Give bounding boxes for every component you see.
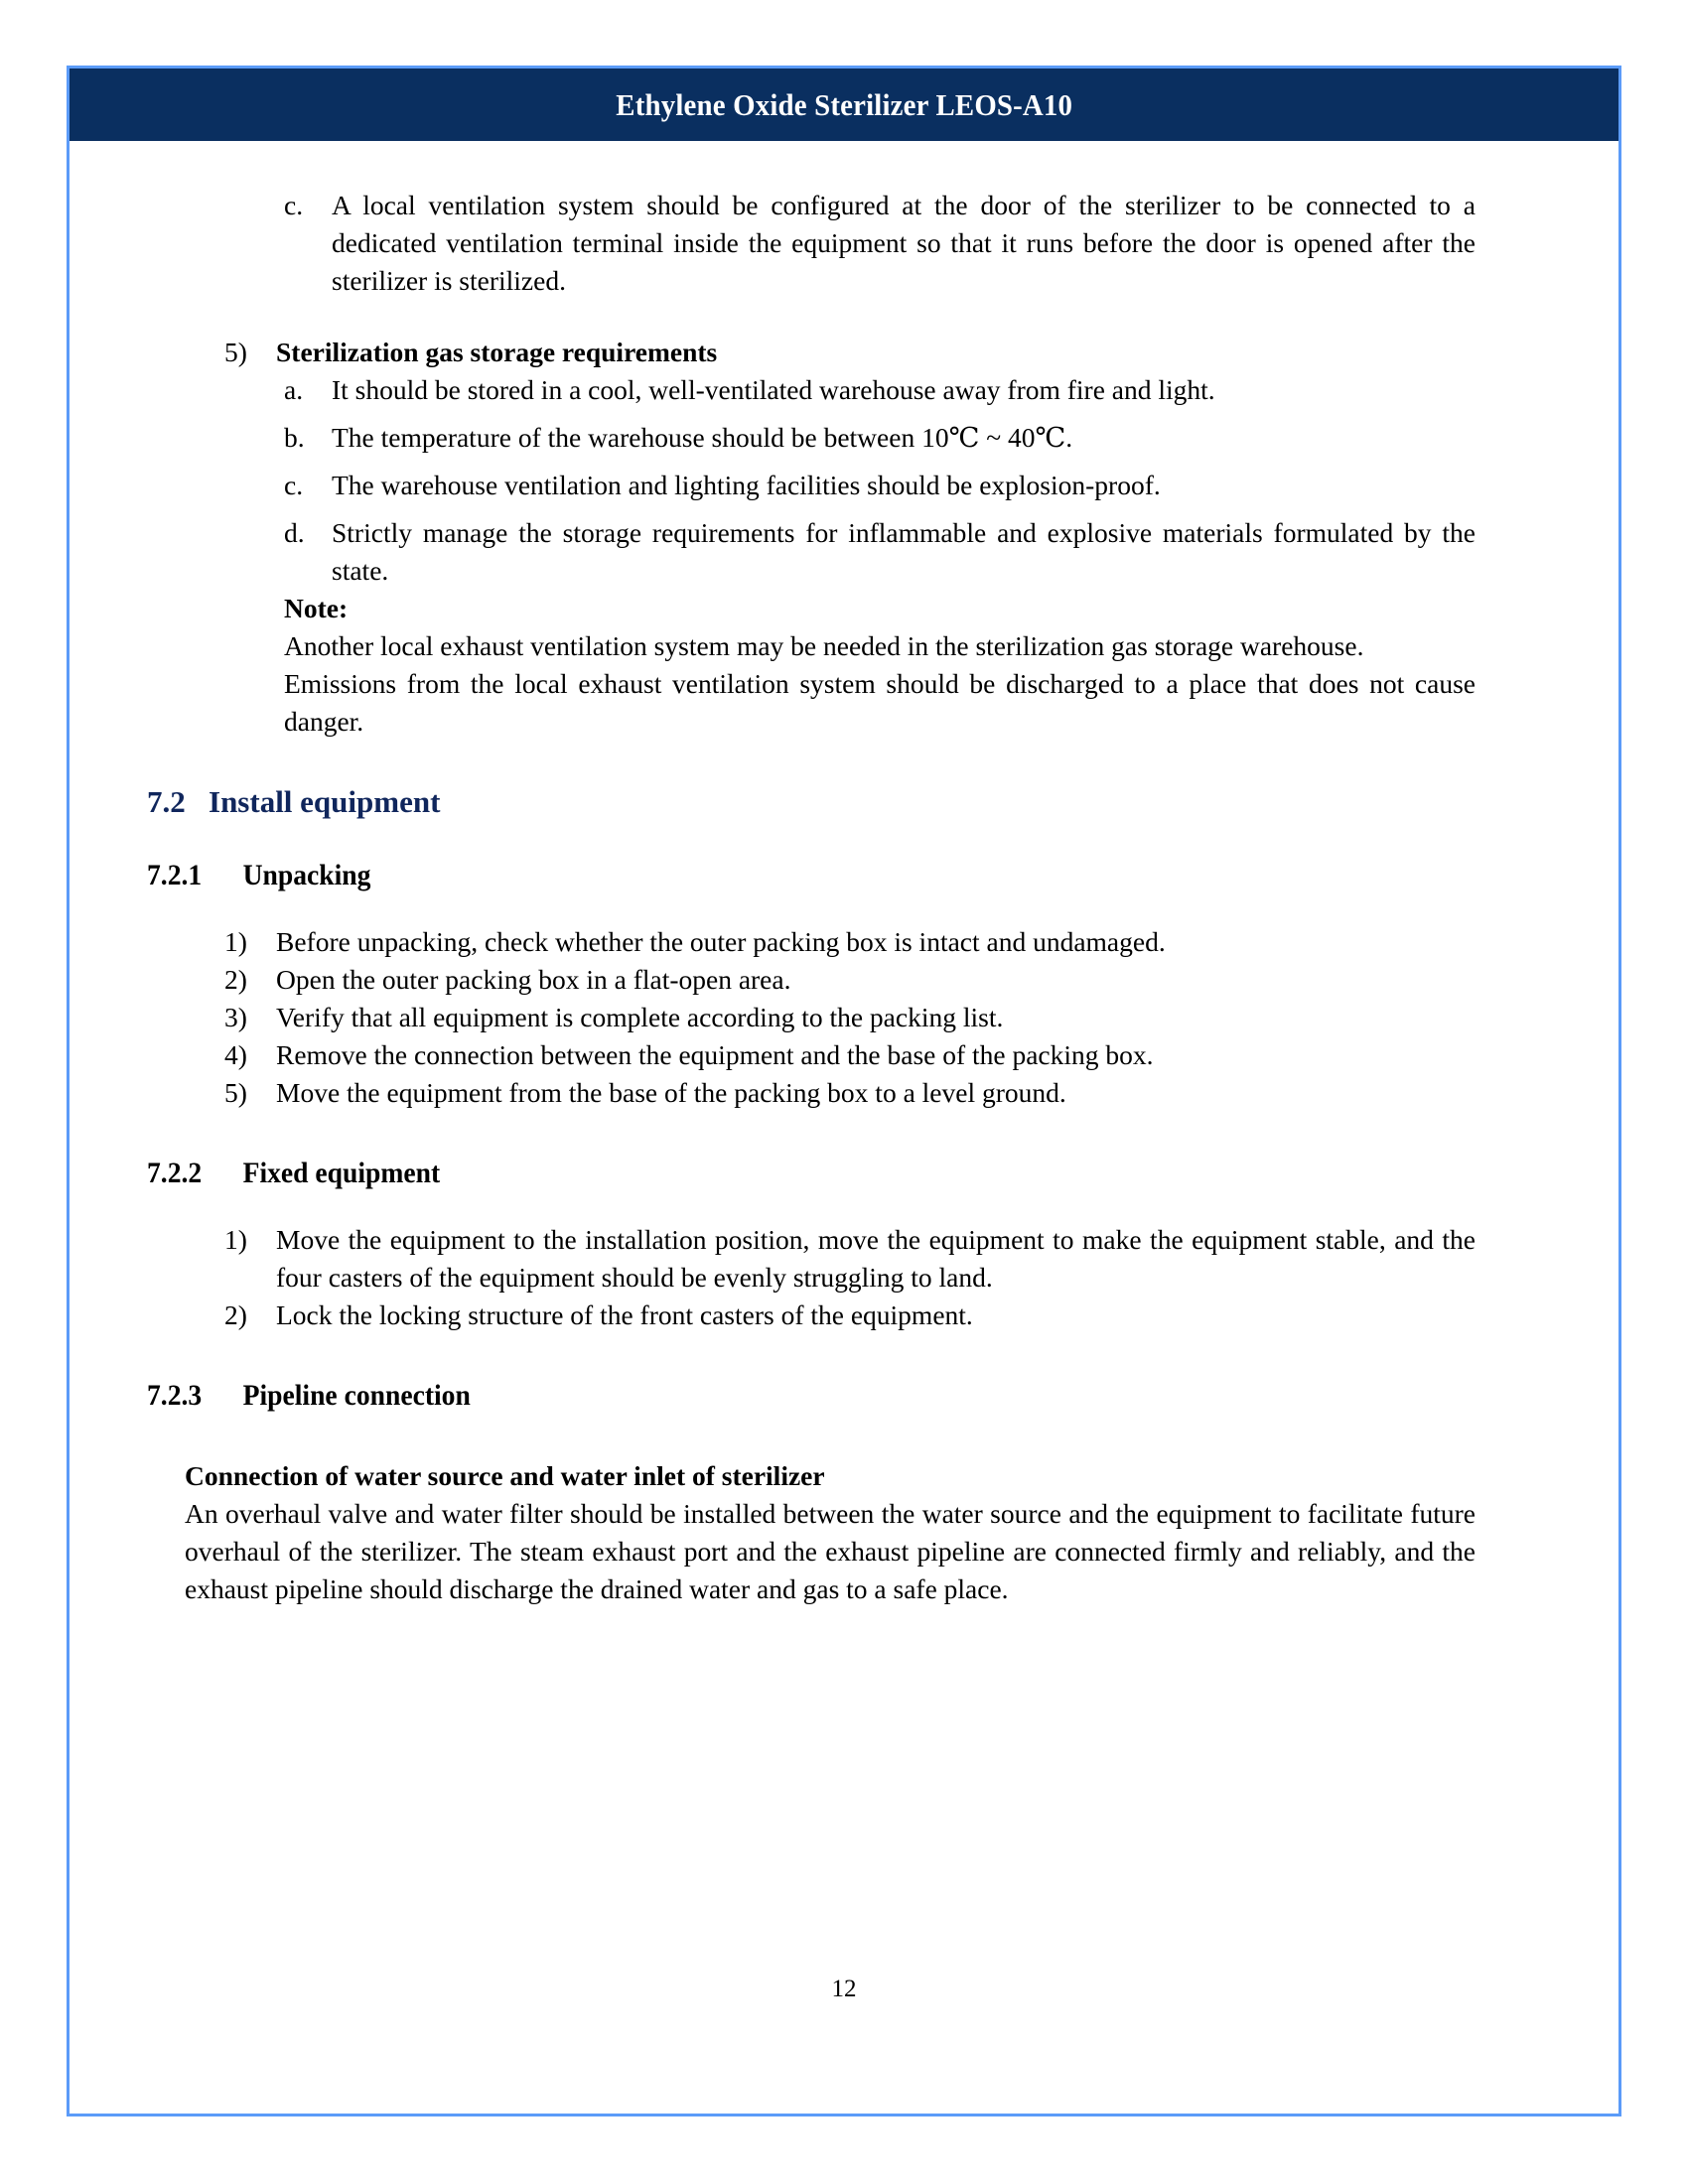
list-marker: c.	[284, 190, 304, 220]
list-marker: 1)	[224, 926, 247, 957]
list-marker: 4)	[224, 1039, 247, 1070]
list-item-text: Move the equipment from the base of the packing box to a level ground.	[276, 1077, 1066, 1108]
list-marker: 5)	[224, 1077, 247, 1108]
list-marker: c.	[284, 470, 304, 500]
list-marker: 2)	[224, 1299, 247, 1330]
list-item-text: Verify that all equipment is complete according to the packing list.	[276, 1002, 1004, 1032]
list-item-text: The warehouse ventilation and lighting facilities should be explosion-proof.	[332, 470, 1161, 500]
list-item-text: The temperature of the warehouse should be between 10℃ ~ 40℃.	[332, 422, 1073, 453]
heading-7-2-2	[147, 1154, 1369, 1193]
heading-number: 7.2.3	[147, 1379, 203, 1412]
heading-7-2-1	[147, 856, 1369, 895]
body-paragraph	[185, 1495, 1476, 1608]
list-marker: 3)	[224, 1002, 247, 1032]
note-block	[284, 590, 1476, 627]
heading-number: 7.2	[147, 784, 186, 819]
heading-number: 7.2.1	[147, 859, 203, 891]
heading-text: Unpacking	[242, 859, 371, 891]
heading-7-2	[147, 782, 1476, 822]
list-item-text: Strictly manage the storage requirements for inflammable and explosive materials formulated by the state.	[332, 517, 1476, 586]
list-item	[224, 923, 1476, 961]
note-paragraph	[284, 627, 1476, 665]
list-item	[224, 961, 1476, 999]
list-item-text: Lock the locking structure of the front casters of the equipment.	[276, 1299, 973, 1330]
list-item-text: Remove the connection between the equipment and the base of the packing box.	[276, 1039, 1154, 1070]
list-marker: 1)	[224, 1224, 247, 1255]
list-item	[284, 371, 1476, 409]
section-5-title: Sterilization gas storage requirements	[276, 337, 718, 367]
list-item	[284, 467, 1476, 504]
list-item	[284, 187, 1476, 300]
list-item	[224, 1221, 1476, 1297]
list-marker: 5)	[224, 337, 247, 367]
list-item	[224, 1297, 1476, 1334]
document-header-band	[70, 68, 1618, 141]
body-paragraph-text: An overhaul valve and water filter should be installed between the water source and the equipment to facilitate future overhaul of the sterilizer. The steam exhaust port and the exhaust pipeline are connected firmly and reliably, and the exhaust pipeline should discharge the drained water and gas to a safe place.	[185, 1498, 1476, 1604]
numbered-section-5	[224, 334, 1476, 371]
page-number: 12	[831, 1976, 857, 2002]
list-item-text: Move the equipment to the installation position, move the equipment to make the equipment stable, and the four casters of the equipment should be evenly struggling to land.	[276, 1224, 1476, 1293]
document-body	[147, 187, 1476, 1608]
heading-7-2-3	[147, 1376, 1369, 1416]
heading-number: 7.2.2	[147, 1157, 203, 1189]
list-marker: d.	[284, 517, 305, 548]
list-item-text: It should be stored in a cool, well-ventilated warehouse away from fire and light.	[332, 374, 1215, 405]
list-item	[224, 999, 1476, 1036]
list-item-text: Before unpacking, check whether the outer packing box is intact and undamaged.	[276, 926, 1166, 957]
list-item	[224, 1036, 1476, 1074]
heading-text: Install equipment	[209, 784, 441, 819]
heading-text: Fixed equipment	[242, 1157, 441, 1189]
list-item	[284, 419, 1476, 457]
list-marker: b.	[284, 422, 305, 453]
list-item	[224, 1074, 1476, 1112]
subsection-heading	[185, 1457, 1476, 1495]
document-title: Ethylene Oxide Sterilizer LEOS-A10	[616, 86, 1072, 122]
note-paragraph-text: Emissions from the local exhaust ventilation system should be discharged to a place that does not cause danger.	[284, 668, 1476, 737]
list-marker: a.	[284, 374, 304, 405]
note-paragraph	[284, 665, 1476, 741]
subsection-heading-text: Connection of water source and water inlet of sterilizer	[185, 1460, 825, 1491]
list-item-text: Open the outer packing box in a flat-open area.	[276, 964, 791, 995]
note-paragraph-text: Another local exhaust ventilation system may be needed in the sterilization gas storage warehouse.	[284, 630, 1364, 661]
note-label: Note:	[284, 593, 349, 623]
list-marker: 2)	[224, 964, 247, 995]
list-item	[284, 514, 1476, 590]
list-item-text: A local ventilation system should be configured at the door of the sterilizer to be connected to a dedicated ventilation terminal inside the equipment so that it runs before the door is opened after the sterilizer is sterilized.	[332, 190, 1476, 296]
heading-text: Pipeline connection	[242, 1379, 471, 1412]
